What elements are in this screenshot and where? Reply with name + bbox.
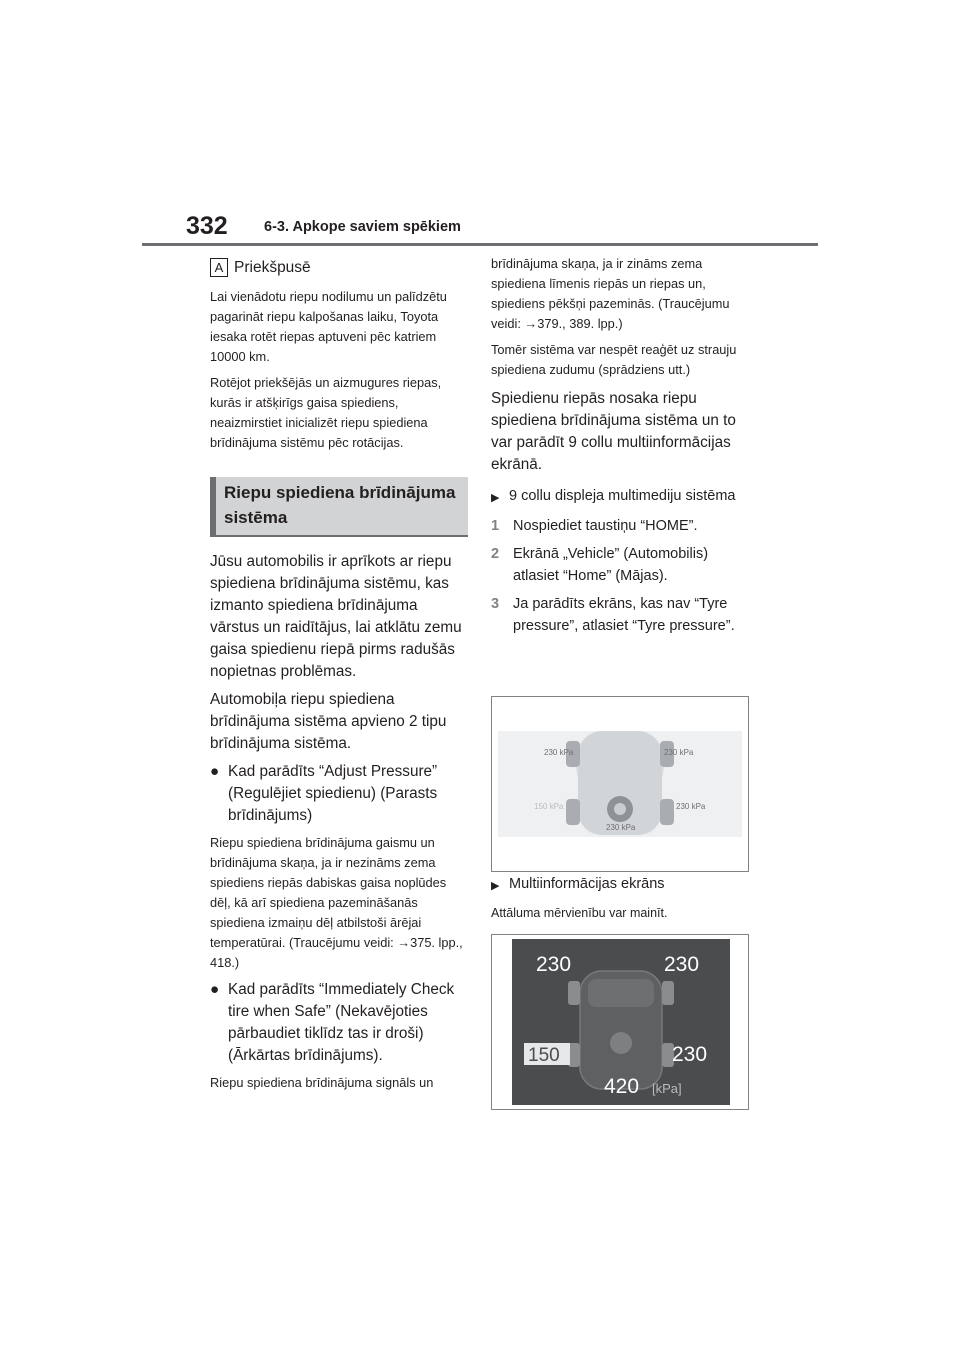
- step-text: Ja parādīts ekrāns, kas nav “Tyre pressure”, atlasiet “Tyre pressure”.: [513, 596, 735, 634]
- unit-label: [kPa]: [652, 1081, 682, 1096]
- bullet-text: Kad parādīts “Immediately Check tire when Safe” (Nekavējoties pārbaudiet tiklīdz tas ir droši) (Ārkārtas brīdinājums).: [228, 981, 455, 1064]
- arrow-item-text: 9 collu displeja multimediju sistēma: [509, 488, 736, 504]
- mid-screen-illustration: [492, 935, 748, 1109]
- rl-value: 150: [528, 1045, 560, 1066]
- step-item: [491, 543, 753, 587]
- right-column-lower: [491, 874, 753, 929]
- step-text: Ekrānā „Vehicle” (Automobilis) atlasiet “Home” (Mājas).: [513, 546, 709, 584]
- fr-pressure: 230 kPa: [664, 748, 694, 757]
- paragraph: Jūsu automobilis ir aprīkots ar riepu spiediena brīdinājuma sistēmu, kas izmanto spiediena brīdinājuma vārstus un raidītājus, lai atklātu zemu gaisa spiedienu riepā pirms radušās nopietnas problēmas.: [210, 553, 462, 680]
- fl-pressure: 230 kPa: [544, 748, 574, 757]
- step-number: 2: [491, 546, 500, 562]
- spare-pressure: 230 kPa: [606, 823, 636, 832]
- bullet-text: Kad parādīts “Adjust Pressure” (Regulējiet spiedienu) (Parasts brīdinājums): [228, 763, 438, 824]
- paragraph: Automobiļa riepu spiediena brīdinājuma sistēma apvieno 2 tipu brīdinājuma sistēma.: [210, 691, 447, 752]
- step-item: [491, 593, 753, 637]
- paragraph: Rotējot priekšējās un aizmugures riepas, kurās ir atšķirīgs gaisa spiediens, neaizmirstiet inicializēt riepu spiediena brīdinājuma sistēmu pēc rotācijas.: [210, 375, 442, 450]
- spare-value: 420: [604, 1075, 640, 1098]
- multimedia-tire-pressure-figure: [491, 696, 749, 872]
- arrow-item: [491, 486, 753, 509]
- step-number: 1: [491, 518, 500, 534]
- section-heading: Riepu spiediena brīdinājuma sistēma: [210, 477, 468, 537]
- step-number: 3: [491, 596, 500, 612]
- page-number: 332: [186, 212, 228, 240]
- sub-heading-text: Priekšpusē: [234, 258, 311, 276]
- left-column: [210, 258, 468, 1099]
- arrow-item: [491, 874, 753, 897]
- rr-pressure: 230 kPa: [676, 802, 706, 811]
- rr-value: 230: [672, 1043, 708, 1066]
- paragraph: Riepu spiediena brīdinājuma signāls un: [210, 1075, 434, 1090]
- step-text: Nospiediet taustiņu “HOME”.: [513, 518, 698, 534]
- paragraph: Lai vienādotu riepu nodilumu un palīdzētu pagarināt riepu kalpošanas laiku, Toyota iesaka rotēt riepas aptuveni pēc katriem 10000 km.: [210, 289, 447, 364]
- paragraph: brīdinājuma skaņa, ja ir zināms zema spiediena līmenis riepās un riepas un, spiediens pēkšņi pazeminās. (Traucējumu veidi: →379., 389. lpp.): [491, 256, 730, 331]
- bullet-item: [210, 979, 468, 1067]
- multi-info-display-figure: [491, 934, 749, 1110]
- bullet-dot-icon: ●: [210, 981, 220, 998]
- paragraph: Tomēr sistēma var nespēt reaģēt uz strauju spiediena zudumu (sprādziens utt.): [491, 342, 737, 377]
- bullet-dot-icon: ●: [210, 763, 220, 780]
- paragraph: Spiedienu riepās nosaka riepu spiediena brīdinājuma sistēma un to var parādīt 9 collu multiinformācijas ekrānā.: [491, 390, 736, 473]
- triangle-right-icon: ▶: [491, 880, 500, 892]
- right-column: [491, 254, 753, 643]
- arrow-item-text: Multiinformācijas ekrāns: [509, 876, 665, 892]
- paragraph: Attāluma mērvienību var mainīt.: [491, 906, 668, 920]
- paragraph: Riepu spiediena brīdinājuma gaismu un brīdinājuma skaņa, ja ir nezināms zema spiediens riepās dabiskas gaisa noplūdes dēļ, kā arī spiediena pazemināšanās spiediena izmaiņu dēļ atbilstoši ārējai temperatūrai. (Traucējumu veidi: →375. lpp., 418.): [210, 835, 463, 970]
- label-a-box: A: [210, 258, 228, 277]
- car-top-view-illustration: [492, 697, 748, 871]
- bullet-item: [210, 761, 468, 827]
- step-item: [491, 515, 753, 537]
- sub-heading: [210, 258, 468, 277]
- section-title: 6-3. Apkope saviem spēkiem: [264, 219, 461, 235]
- triangle-right-icon: ▶: [491, 492, 500, 504]
- header-rule: [142, 243, 818, 246]
- rl-pressure: 150 kPa: [534, 802, 564, 811]
- fl-value: 230: [536, 953, 572, 976]
- fr-value: 230: [664, 953, 700, 976]
